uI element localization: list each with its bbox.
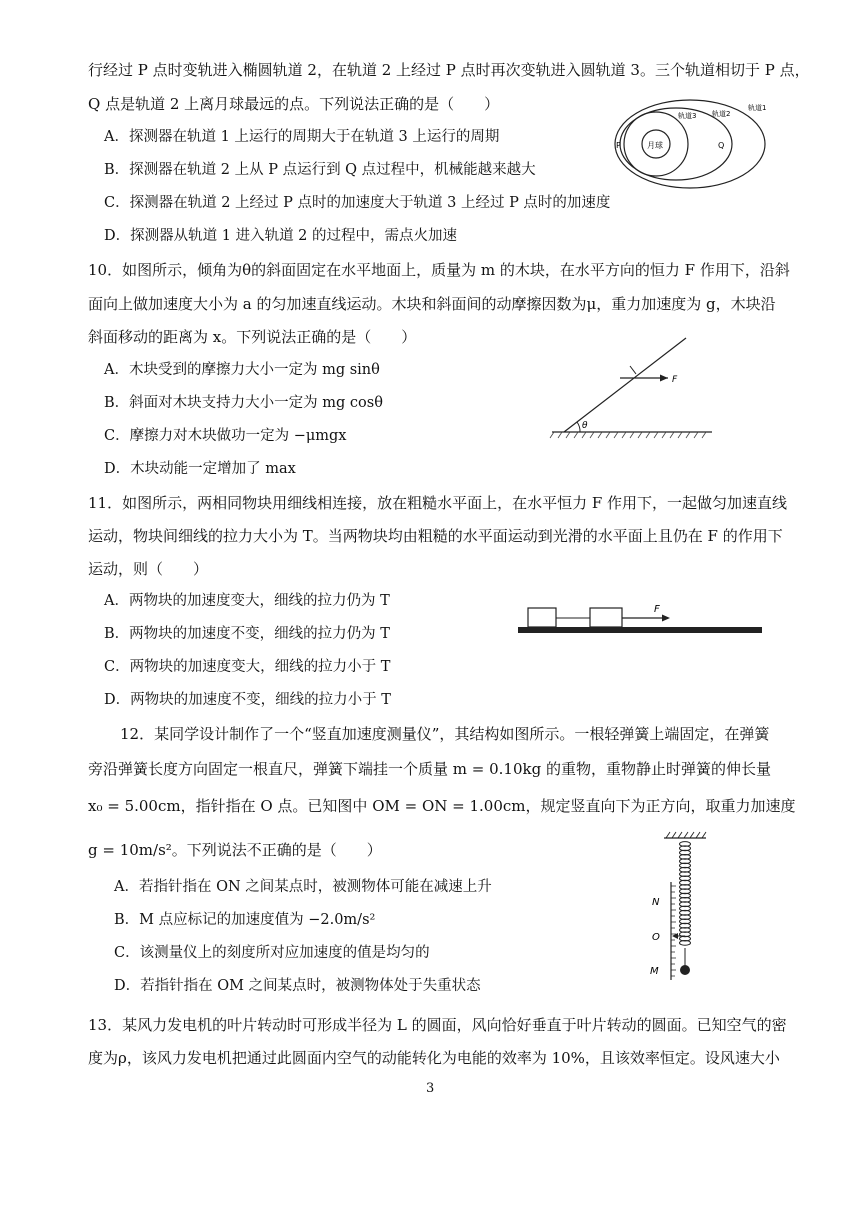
q12-option-c: C．该测量仪上的刻度所对应加速度的值是均匀的: [114, 945, 430, 961]
ground-surface: [518, 627, 762, 633]
q9-line-1: 行经过 P 点时变轨进入椭圆轨道 2，在轨道 2 上经过 P 点时再次变轨进入圆轨道 3。三个轨道相切于 P 点，: [88, 61, 810, 79]
q11-option-b: B．两物块的加速度不变，细线的拉力仍为 T: [104, 626, 390, 642]
q10-line-2: 面向上做加速度大小为 a 的匀加速直线运动。木块和斜面间的动摩擦因数为μ，重力加速度为 g，木块沿: [88, 295, 776, 313]
q11-option-d: D．两物块的加速度不变，细线的拉力小于 T: [104, 692, 391, 708]
q12-option-b: B．M 点应标记的加速度值为 −2.0m/s²: [114, 912, 376, 928]
point-o-label: O: [652, 932, 660, 943]
q12-line-2: 旁沿弹簧长度方向固定一根直尺，弹簧下端挂一个质量 m = 0.10kg 的重物，重物静止时弹簧的伸长量: [88, 760, 771, 778]
q13-line-1: 13．某风力发电机的叶片转动时可形成半径为 L 的圆面，风向恰好垂直于叶片转动的圆面。已知空气的密: [88, 1016, 787, 1034]
force-label: F: [654, 604, 660, 615]
q11-line-3: 运动，则（ ）: [88, 560, 209, 578]
q10-line-1: 10．如图所示，倾角为θ的斜面固定在水平地面上，质量为 m 的木块，在水平方向的恒力 F 作用下，沿斜: [88, 261, 790, 279]
track-1-label: 轨道1: [748, 104, 767, 112]
angle-arc: [577, 422, 580, 432]
q12-option-a: A．若指针指在 ON 之间某点时，被测物体可能在减速上升: [114, 879, 492, 895]
q10-option-c: C．摩擦力对木块做功一定为 −μmgx: [104, 428, 347, 444]
page-number: 3: [426, 1081, 435, 1096]
q9-line-2: Q 点是轨道 2 上离月球最远的点。下列说法正确的是（ ）: [88, 95, 500, 113]
ground-hatching: [550, 432, 706, 438]
q12-line-3: x₀ = 5.00cm，指针指在 O 点。已知图中 OM = ON = 1.00cm，规定竖直向下为正方向，取重力加速度: [88, 797, 796, 815]
block-right: [590, 608, 622, 627]
q10-line-3: 斜面移动的距离为 x。下列说法正确的是（ ）: [88, 328, 417, 346]
q9-option-a: A．探测器在轨道 1 上运行的周期大于在轨道 3 上运行的周期: [104, 129, 500, 145]
spring-coil: [680, 842, 691, 946]
force-arrowhead: [662, 615, 670, 622]
q10-option-d: D．木块动能一定增加了 max: [104, 461, 296, 477]
track-3-label: 轨道3: [678, 112, 697, 120]
moon-label: 月球: [647, 141, 663, 150]
q12-line-1: 12．某同学设计制作了一个“竖直加速度测量仪”，其结构如图所示。一根轻弹簧上端固定，在弹簧: [120, 725, 770, 743]
force-arrowhead: [660, 375, 668, 382]
incline-figure: [550, 336, 720, 440]
block-mark: [630, 366, 636, 374]
point-m-label: M: [650, 966, 659, 977]
q12-option-d: D．若指针指在 OM 之间某点时，被测物体处于失重状态: [114, 978, 481, 994]
q9-option-d: D．探测器从轨道 1 进入轨道 2 的过程中，需点火加速: [104, 228, 458, 244]
incline-surface: [564, 338, 686, 432]
q10-option-a: A．木块受到的摩擦力大小一定为 mg sinθ: [104, 362, 380, 378]
point-p-label: P: [616, 141, 621, 150]
weight: [680, 965, 690, 975]
q11-option-a: A．两物块的加速度变大，细线的拉力仍为 T: [104, 593, 390, 609]
orbit-figure: [608, 96, 778, 192]
theta-label: θ: [582, 421, 588, 431]
ceiling-hatching: [666, 832, 706, 838]
track-2-label: 轨道2: [712, 110, 731, 118]
q13-line-2: 度为ρ，该风力发电机把通过此圆面内空气的动能转化为电能的效率为 10%，且该效率恒定。设风速大小: [88, 1049, 780, 1067]
force-label: F: [672, 375, 678, 385]
q10-option-b: B．斜面对木块支持力大小一定为 mg cosθ: [104, 395, 383, 411]
blocks-figure: [518, 600, 766, 640]
q9-option-c: C．探测器在轨道 2 上经过 P 点时的加速度大于轨道 3 上经过 P 点时的加速度: [104, 195, 611, 211]
block-left: [528, 608, 556, 627]
point-n-label: N: [652, 897, 660, 908]
q12-line-4: g = 10m/s²。下列说法不正确的是（ ）: [88, 841, 382, 859]
q9-option-b: B．探测器在轨道 2 上从 P 点运行到 Q 点过程中，机械能越来越大: [104, 162, 536, 178]
q11-option-c: C．两物块的加速度变大，细线的拉力小于 T: [104, 659, 391, 675]
q11-line-1: 11．如图所示，两相同物块用细线相连接，放在粗糙水平面上，在水平恒力 F 作用下，一起做匀加速直线: [88, 494, 788, 512]
spring-figure: [644, 830, 714, 990]
point-q-label: Q: [718, 141, 725, 150]
ruler-ticks: [671, 886, 676, 976]
q11-line-2: 运动，物块间细线的拉力大小为 T。当两物块均由粗糙的水平面运动到光滑的水平面上且仍在 F 的作用下: [88, 527, 783, 545]
